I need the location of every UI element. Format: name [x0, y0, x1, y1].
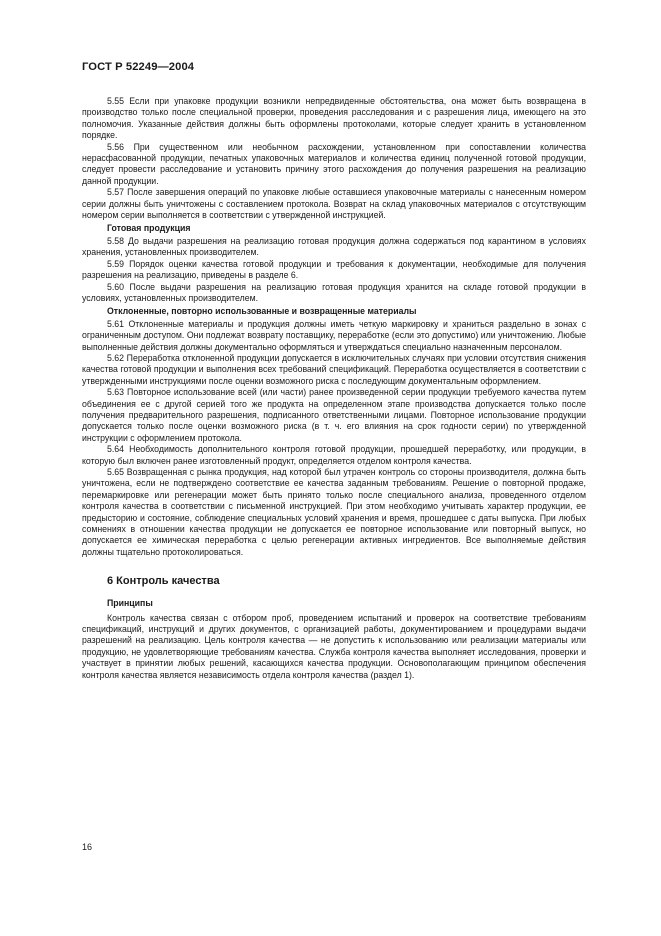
paragraph-5-65: 5.65 Возвращенная с рынка продукция, над которой был утрачен контроль со стороны производителя, должна быть уничтожена, если не подтверждено соответствие ее качества заданным требованиям. Решение о повторной продаже, перемаркировке или регенерации может быть принято только после специального анализа, проведенного отделом контроля качества в соответствии с письменной инструкцией. При этом необходимо учитывать характер продукции, ее предысторию и состояние, соблюдение специальных условий хранения и время, прошедшее с даты выпуска. При любых сомнениях в отношении качества продукции не допускается ее повторное использование или повторный выпуск, но допускается ее химическая переработка с целью регенерации активных ингредиентов. Все выполняемые действия должны тщательно протоколироваться. [82, 467, 586, 557]
section-6-title: 6 Контроль качества [107, 575, 220, 588]
paragraph-5-56: 5.56 При существенном или необычном расхождении, установленном при сопоставлении количества нерасфасованной продукции, печатных упаковочных материалов и количества единиц полученной готовой продукции, следует провести расследование и установить причину этого расхождения до получения разрешения на реализацию данной продукции. [82, 141, 586, 186]
paragraph-5-60: 5.60 После выдачи разрешения на реализацию готовая продукция хранится на складе готовой продукции в условиях, установленных производителем. [82, 281, 586, 303]
paragraph-5-61: 5.61 Отклоненные материалы и продукция должны иметь четкую маркировку и храниться раздельно в зонах с ограниченным доступом. Они подлежат возврату поставщику, переработке (если это допустимо) или уничтожению. Любые выполненные действия должны документально оформляться и утверждаться специально назначенным персоналом. [82, 318, 586, 352]
paragraph-principles: Контроль качества связан с отбором проб, проведением испытаний и проверок на соответствие требованиям спецификаций, инструкций и других документов, с организацией работы, документированием и процедурами выдачи разрешений на реализацию. Цель контроля качества — не допустить к использованию или реализации материалы или продукцию, не удовлетворяющие требованиям качества. Служба контроля качества выполняет исследования, проверки и участвует в принятии любых решений, касающихся качества продукции. Основополагающим принципом обеспечения контроля качества является независимость отдела контроля качества (раздел 1). [82, 612, 586, 680]
paragraph-5-64: 5.64 Необходимость дополнительного контроля готовой продукции, прошедшей переработку, или продукции, в которую был включен ранее изготовленный продукт, определяется отделом контроля качества. [82, 444, 586, 466]
document-body [82, 96, 586, 681]
subheading-finished-products: Готовая продукция [107, 223, 191, 234]
paragraph-5-62: 5.62 Переработка отклоненной продукции допускается в исключительных случаях при условии отсутствия снижения качества готовой продукции и выполнения всех требований спецификаций. Переработка осуществляется в соответствии с утвержденными инструкциями после оценки возможного риска с последующим документальным оформлением. [82, 352, 586, 386]
paragraph-5-63: 5.63 Повторное использование всей (или части) ранее произведенной серии продукции требуемого качества путем объединения ее с другой серией того же продукта на определенном этапе производства допускается только после получения предварительного разрешения, подписанного ответственными лицами. Повторное использование продукции допускается только после оценки возможного риска (в т. ч. его влияния на срок годности серии) по утвержденной инструкции с оформлением протокола. [82, 387, 586, 443]
standard-header: ГОСТ Р 52249—2004 [82, 61, 195, 73]
paragraph-5-59: 5.59 Порядок оценки качества готовой продукции и требования к документации, необходимые для получения разрешения на реализацию, приведены в разделе 6. [82, 258, 586, 281]
paragraph-5-58: 5.58 До выдачи разрешения на реализацию готовая продукция должна содержаться под карантином в условиях хранения, установленных производителем. [82, 235, 586, 258]
paragraph-5-57: 5.57 После завершения операций по упаковке любые оставшиеся упаковочные материалы с нанесенным номером серии должны быть уничтожены с составлением протокола. Возврат на склад упаковочных материалов с отсутствующим номером серии выполняется в соответствии с утвержденной инструкцией. [82, 187, 586, 221]
subheading-principles: Принципы [107, 598, 153, 609]
subheading-rejected-materials: Отклоненные, повторно использованные и возвращенные материалы [107, 306, 417, 317]
page-number: 16 [82, 842, 93, 852]
paragraph-5-55: 5.55 Если при упаковке продукции возникли непредвиденные обстоятельства, она может быть возвращена в производство только после специальной проверки, проведения расследования и с разрешения лица, имеющего на это полномочия. Указанные действия должны быть оформлены протоколами, которые следует хранить в установленном порядке. [82, 96, 586, 141]
